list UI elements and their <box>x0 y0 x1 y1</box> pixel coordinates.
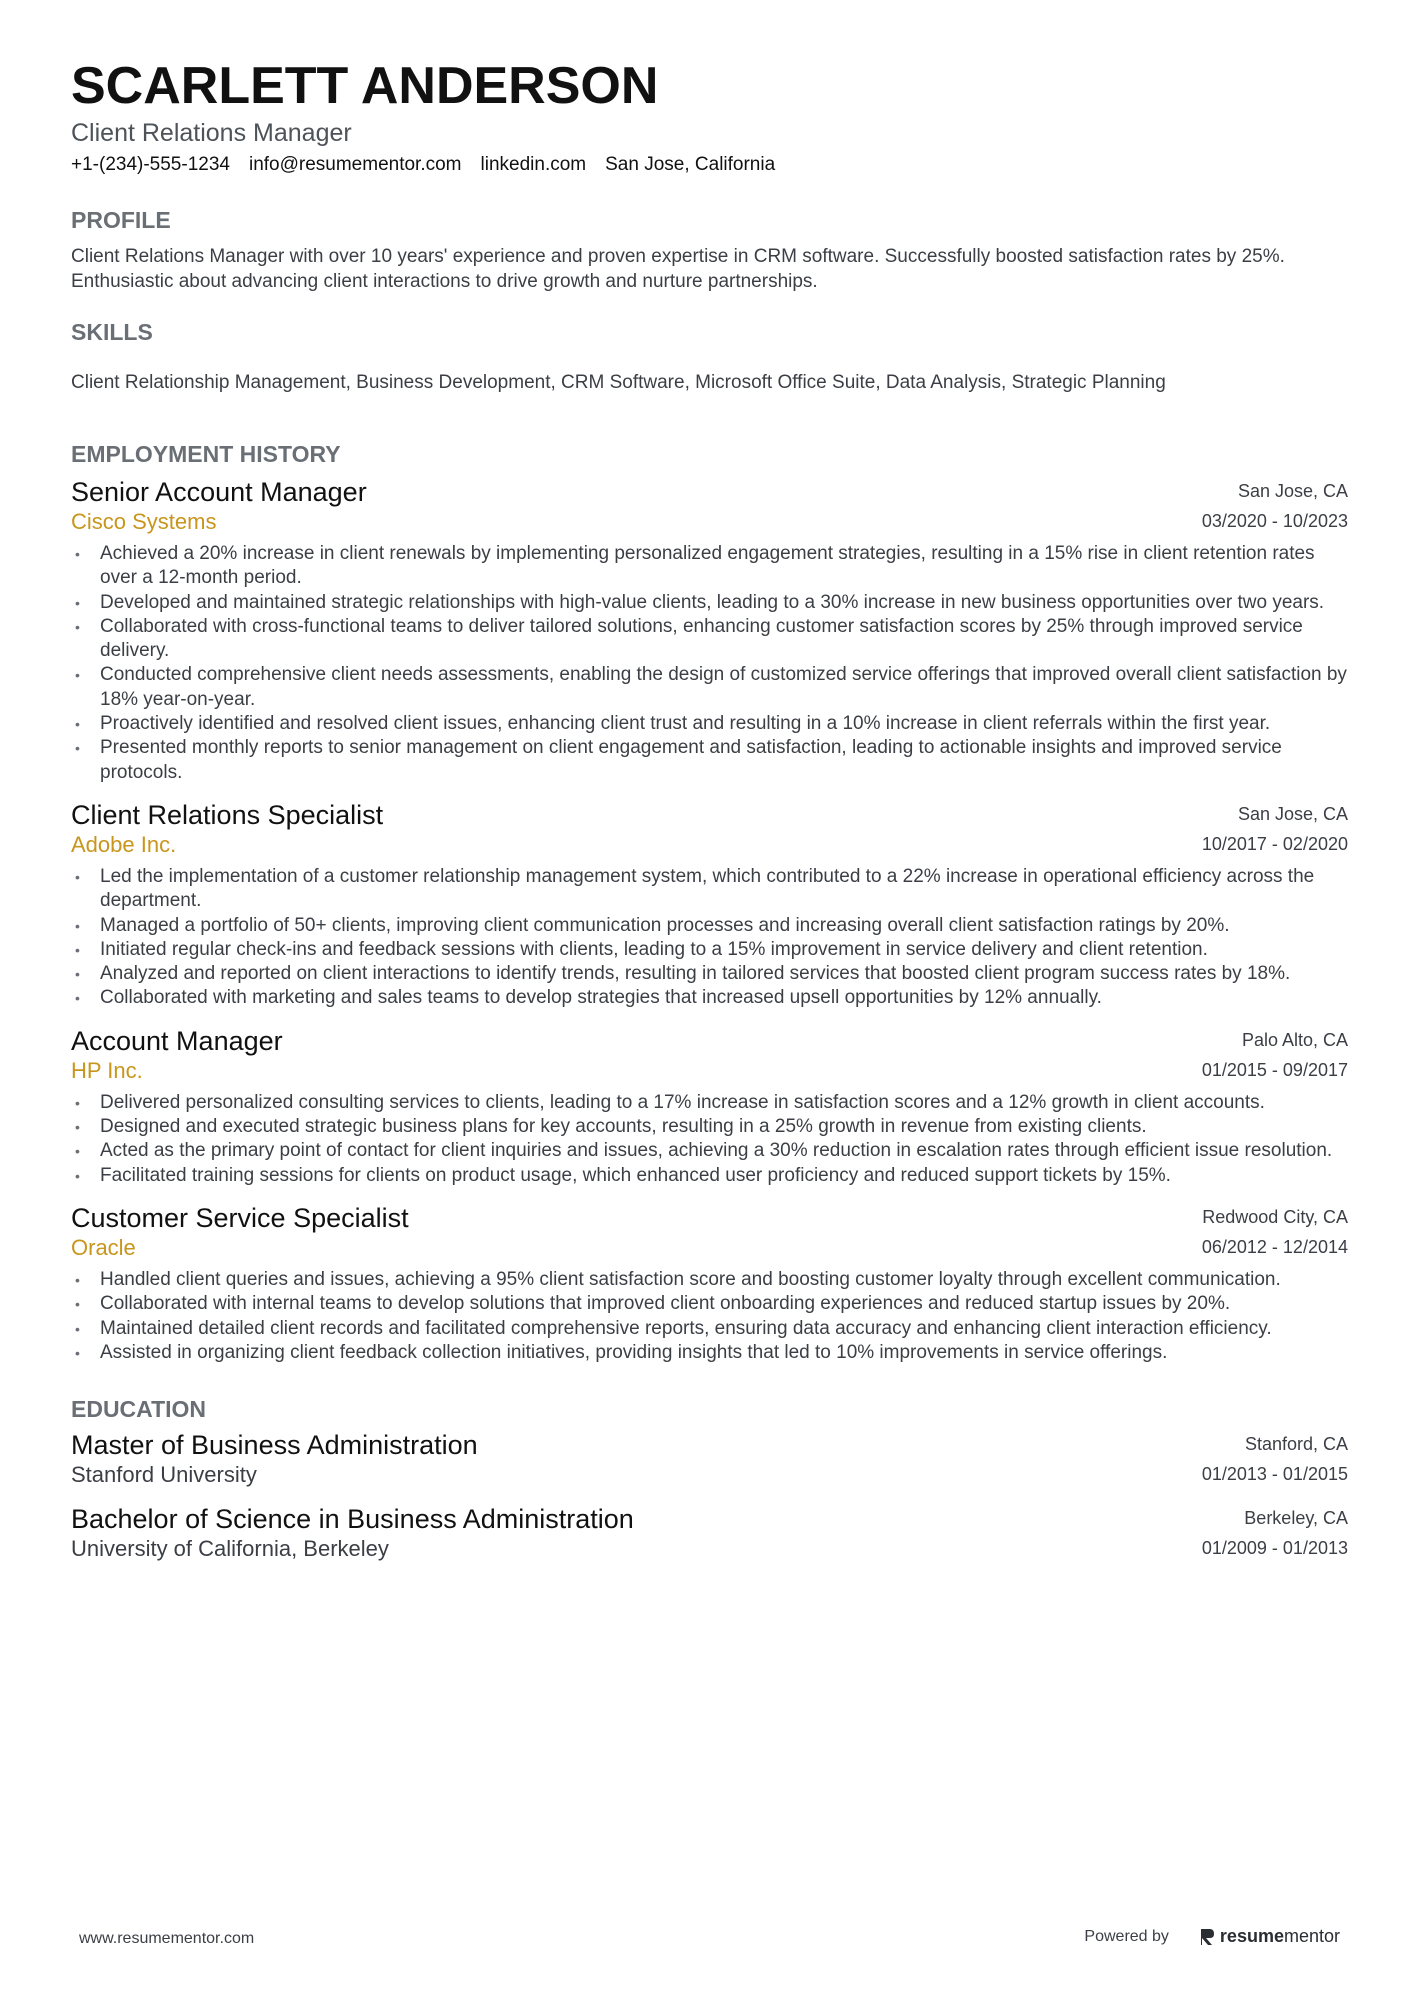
job-dates: 06/2012 - 12/2014 <box>1201 1236 1348 1257</box>
job-entry <box>71 1025 1348 1188</box>
footer-powered <box>1084 1926 1340 1947</box>
bullet-item: • Initiated regular check-ins and feedback sessions with clients, leading to a 15% improvement in service delivery and client retention. <box>71 938 1348 962</box>
bullet-dot-icon: • <box>75 868 80 885</box>
job-entry <box>71 799 1348 1011</box>
bullet-dot-icon: • <box>75 716 80 733</box>
resumementor-logo[interactable] <box>1199 1926 1340 1947</box>
brand-light-text: mentor <box>1283 1926 1340 1946</box>
footer-website-link[interactable]: www.resumementor.com <box>79 1930 255 1947</box>
contact-email: info@resumementor.com <box>248 154 462 175</box>
bullet-item: • Managed a portfolio of 50+ clients, improving client communication processes and increasing overall client satisfaction ratings by 20%. <box>71 914 1348 938</box>
bullet-item: • Conducted comprehensive client needs assessments, enabling the design of customized service offerings that improved overall client satisfaction by 18% year-on-year. <box>75 664 1347 710</box>
job-title: Client Relations Specialist <box>71 799 384 830</box>
job-company: Adobe Inc. <box>71 831 177 857</box>
bullet-item: • Facilitated training sessions for clients on product usage, which enhanced user proficiency and reduced support tickets by 15%. <box>71 1164 1348 1188</box>
edu-degree: Bachelor of Science in Business Administration <box>71 1504 634 1535</box>
employment-heading: EMPLOYMENT HISTORY <box>71 441 341 467</box>
bullet-item: • Collaborated with marketing and sales teams to develop strategies that increased upsell opportunities by 12% annually. <box>71 986 1348 1010</box>
skills-heading: SKILLS <box>71 319 153 345</box>
resume-header <box>71 56 1348 178</box>
bullet-dot-icon: • <box>75 1094 80 1111</box>
bullet-item: • Acted as the primary point of contact for client inquiries and issues, achieving a 30% reduction in escalation rates through efficient issue resolution. <box>71 1139 1348 1163</box>
bullet-dot-icon: • <box>75 917 80 934</box>
job-location: San Jose, CA <box>1237 803 1348 824</box>
job-location: Palo Alto, CA <box>1241 1029 1348 1050</box>
education-entry <box>71 1503 1348 1563</box>
job-title: Account Manager <box>71 1025 283 1056</box>
job-dates: 01/2015 - 09/2017 <box>1201 1059 1348 1080</box>
powered-by-label: Powered by <box>1084 1927 1169 1945</box>
bullet-dot-icon: • <box>75 1320 80 1337</box>
bullet-item: • Collaborated with cross-functional teams to deliver tailored solutions, enhancing customer satisfaction scores by 25% through improved service delivery. <box>75 615 1303 662</box>
bullet-dot-icon: • <box>75 740 80 757</box>
bullet-dot-icon: • <box>75 1167 80 1184</box>
resume-page <box>71 56 1348 1563</box>
job-entry <box>71 1202 1348 1365</box>
job-bullets <box>71 542 1348 785</box>
edu-school: University of California, Berkeley <box>71 1536 389 1562</box>
bullet-item: • Delivered personalized consulting services to clients, leading to a 17% increase in satisfaction scores and a 12% growth in client accounts. <box>71 1091 1348 1115</box>
edu-location: Berkeley, CA <box>1244 1508 1348 1529</box>
job-bullets <box>71 1268 1348 1365</box>
skills-text: Client Relationship Management, Business Development, CRM Software, Microsoft Office Suite, Data Analysis, Strategic Planning <box>71 372 1166 393</box>
bullet-item: • Achieved a 20% increase in client renewals by implementing personalized engagement strategies, resulting in a 15% rise in client retention rates over a 12-month period. <box>75 543 1315 589</box>
bullet-item: • Presented monthly reports to senior management on client engagement and satisfaction, leading to actionable insights and improved service protocols. <box>75 737 1282 783</box>
edu-dates: 01/2009 - 01/2013 <box>1201 1538 1348 1559</box>
bullet-dot-icon: • <box>75 966 80 983</box>
resumementor-logo-icon <box>1199 1927 1215 1947</box>
brand-bold-text: resume <box>1219 1926 1284 1946</box>
bullet-item: • Collaborated with internal teams to develop solutions that improved client onboarding experiences and reduced startup issues by 20%. <box>71 1292 1348 1316</box>
contact-location: San Jose, California <box>605 154 776 175</box>
bullet-dot-icon: • <box>75 667 80 684</box>
contact-phone: +1-(234)-555-1234 <box>71 154 230 175</box>
job-bullets <box>71 1091 1348 1188</box>
job-dates: 03/2020 - 10/2023 <box>1201 511 1348 531</box>
bullet-item: • Analyzed and reported on client interactions to identify trends, resulting in tailored services that boosted client program success rates by 18%. <box>71 962 1348 986</box>
candidate-role: Client Relations Manager <box>71 119 352 147</box>
bullet-dot-icon: • <box>75 594 80 611</box>
job-title: Senior Account Manager <box>71 477 367 507</box>
job-company: Cisco Systems <box>71 509 217 534</box>
bullet-item: • Proactively identified and resolved client issues, enhancing client trust and resulting in a 10% increase in client referrals within the first year. <box>71 712 1348 736</box>
bullet-item: • Maintained detailed client records and facilitated comprehensive reports, ensuring data accuracy and enhancing client interaction efficiency. <box>71 1317 1348 1341</box>
bullet-dot-icon: • <box>75 1271 80 1288</box>
job-company: Oracle <box>71 1234 136 1260</box>
job-location: San Jose, CA <box>1237 481 1348 501</box>
bullet-item: • Developed and maintained strategic relationships with high-value clients, leading to a 30% increase in new business opportunities over two years. <box>71 591 1348 615</box>
job-location: Redwood City, CA <box>1202 1206 1348 1227</box>
bullet-item: • Designed and executed strategic business plans for key accounts, resulting in a 25% growth in revenue from existing clients. <box>71 1115 1348 1139</box>
bullet-item: • Handled client queries and issues, achieving a 95% client satisfaction score and boosting customer loyalty through excellent communication. <box>71 1268 1348 1292</box>
contact-line <box>71 152 1348 178</box>
edu-location: Stanford, CA <box>1244 1434 1348 1455</box>
job-bullets <box>71 865 1348 1011</box>
profile-heading: PROFILE <box>71 207 171 233</box>
job-entry <box>71 476 1348 785</box>
candidate-name: SCARLETT ANDERSON <box>71 57 659 115</box>
bullet-dot-icon: • <box>75 990 80 1007</box>
edu-degree: Master of Business Administration <box>71 1430 478 1461</box>
education-heading: EDUCATION <box>71 1396 207 1423</box>
bullet-dot-icon: • <box>75 1296 80 1313</box>
bullet-dot-icon: • <box>75 941 80 958</box>
bullet-item: • Led the implementation of a customer relationship management system, which contributed to a 22% increase in operational efficiency across the department. <box>75 865 1315 912</box>
contact-linkedin: linkedin.com <box>480 154 587 175</box>
edu-dates: 01/2013 - 01/2015 <box>1201 1464 1348 1485</box>
profile-text: Client Relations Manager with over 10 years' experience and proven expertise in CRM software. Successfully boosted satisfaction rates by 25%. Enthusiastic about advancing client interactions to drive growth and nurture partnerships. <box>71 246 1285 292</box>
bullet-dot-icon: • <box>75 618 80 635</box>
bullet-dot-icon: • <box>75 1143 80 1160</box>
education-entry <box>71 1429 1348 1489</box>
job-company: HP Inc. <box>71 1057 143 1083</box>
job-title: Customer Service Specialist <box>71 1202 409 1233</box>
bullet-item: • Assisted in organizing client feedback collection initiatives, providing insights that led to 10% improvements in service offerings. <box>71 1341 1348 1365</box>
edu-school: Stanford University <box>71 1462 257 1488</box>
bullet-dot-icon: • <box>75 1119 80 1136</box>
job-dates: 10/2017 - 02/2020 <box>1201 833 1348 854</box>
bullet-dot-icon: • <box>75 1344 80 1361</box>
bullet-dot-icon: • <box>75 546 80 562</box>
